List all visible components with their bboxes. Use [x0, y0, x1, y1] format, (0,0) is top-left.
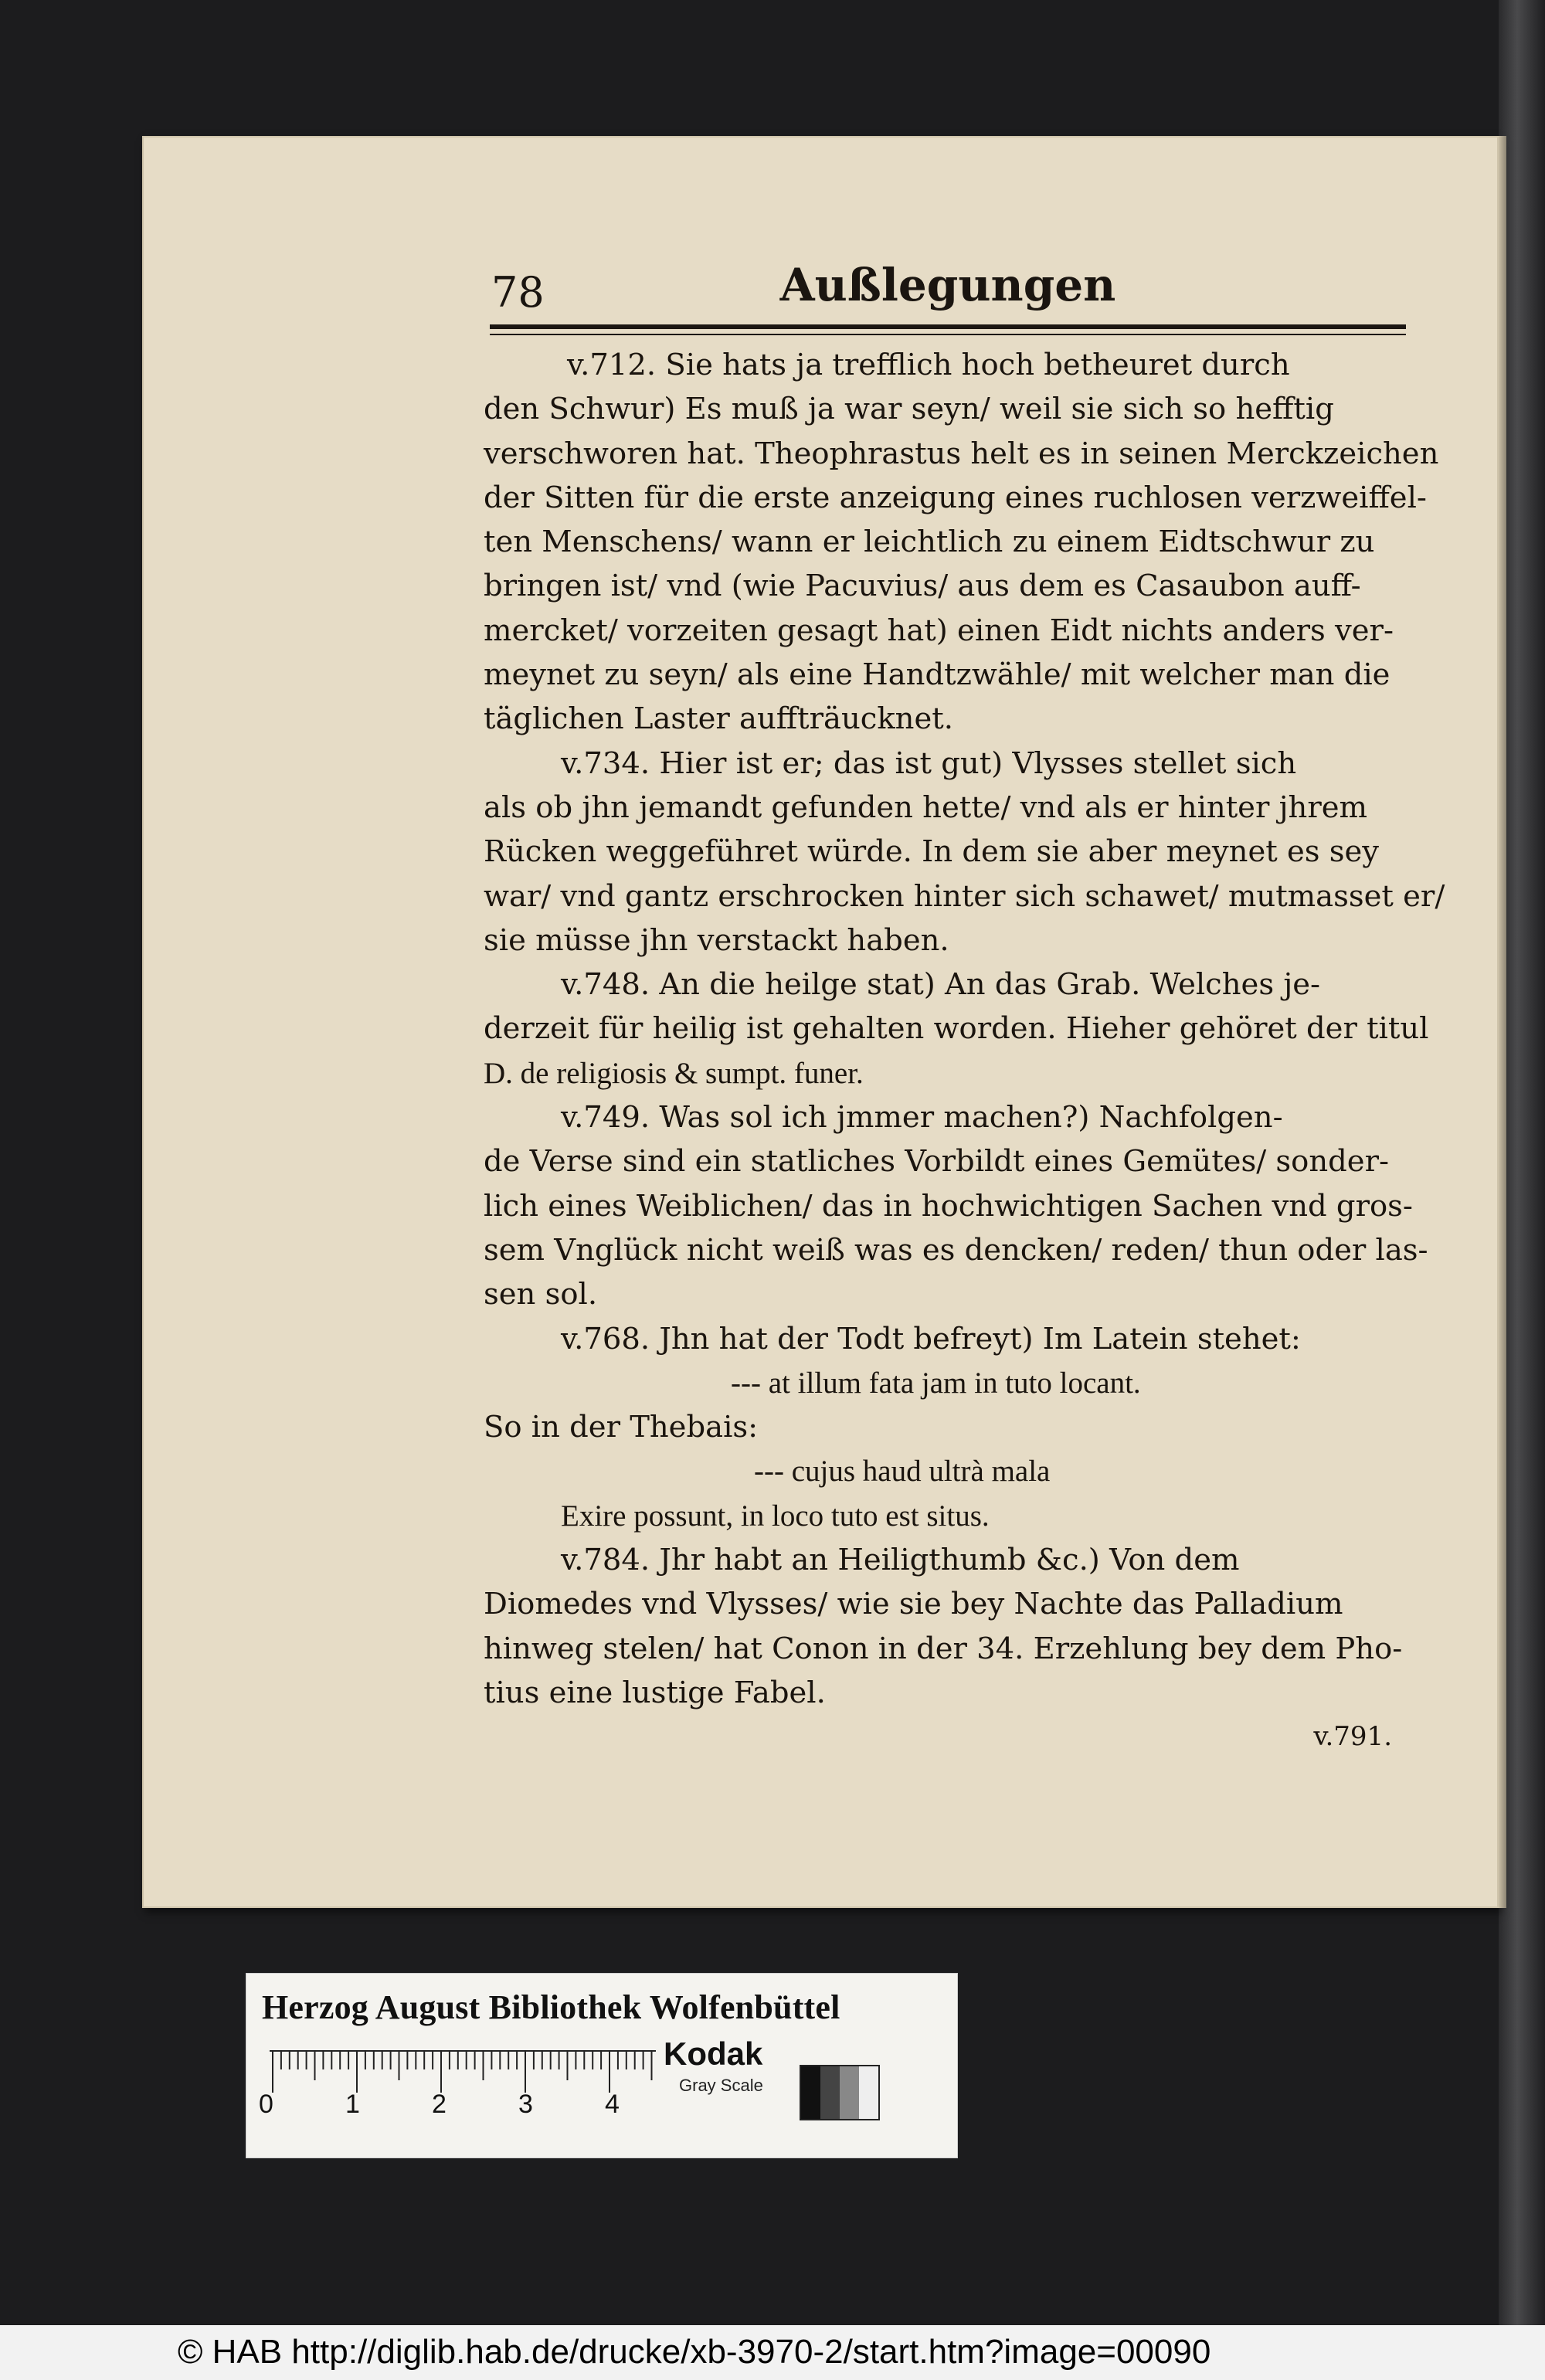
library-name: Herzog August Bibliothek Wolfenbüttel — [262, 1988, 840, 2026]
color-target-card — [246, 1973, 958, 2158]
text-line: täglichen Laster auffträucknet. — [484, 701, 953, 737]
gray-patch — [820, 2066, 840, 2119]
header-rule — [490, 324, 1406, 329]
verse-quote: --- cujus haud ultrà mala — [754, 1455, 1051, 1489]
page-number: 78 — [491, 268, 545, 317]
text-line: meynet zu seyn/ als eine Handtzwähle/ mit welcher man die — [484, 657, 1390, 693]
scale-number: 2 — [432, 2090, 447, 2119]
text-line: v.768. Jhn hat der Todt befreyt) Im Latein stehet: — [561, 1321, 1301, 1356]
text-line: v.749. Was sol ich jmmer machen?) Nachfolgen- — [561, 1100, 1283, 1136]
text-line: verschworen hat. Theophrastus helt es in seinen Merckzeichen — [484, 436, 1439, 471]
page-body — [484, 343, 1445, 1760]
text-line: der Sitten für die erste anzeigung eines ruchlosen verzweiffel- — [484, 480, 1427, 515]
running-head: Außlegungen — [779, 259, 1116, 311]
gray-scale-label: Gray Scale — [679, 2076, 763, 2095]
text-line: war/ vnd gantz erschrocken hinter sich schawet/ mutmasset er/ — [484, 878, 1445, 914]
text-line: sen sol. — [484, 1277, 598, 1312]
text-line: sie müsse jhn verstackt haben. — [484, 922, 949, 958]
kodak-logo: Kodak — [664, 2035, 763, 2072]
scale-numbers — [259, 2090, 660, 2128]
page-header — [490, 259, 1406, 333]
footer-bar — [0, 2325, 1545, 2380]
text-line: hinweg stelen/ hat Conon in der 34. Erzehlung bey dem Pho- — [484, 1631, 1403, 1666]
gray-patch — [840, 2066, 859, 2119]
text-line: v.712. Sie hats ja trefflich hoch betheuret durch — [567, 348, 1290, 382]
scale-number: 1 — [345, 2090, 360, 2119]
page-edge — [1499, 136, 1506, 1908]
text-line: bringen ist/ vnd (wie Pacuvius/ aus dem es Casaubon auff- — [484, 569, 1361, 604]
text-line: derzeit für heilig ist gehalten worden. Hieher gehöret der titul — [484, 1011, 1429, 1047]
text-line: den Schwur) Es muß ja war seyn/ weil sie sich so hefftig — [484, 392, 1334, 427]
gray-patch — [859, 2066, 878, 2119]
scale-number: 3 — [518, 2090, 533, 2119]
verse-quote: Exire possunt, in loco tuto est situs. — [561, 1499, 990, 1533]
copyright-link[interactable]: © HAB http://diglib.hab.de/drucke/xb-3970-2/start.htm?image=00090 — [178, 2333, 1211, 2371]
gray-scale-patches — [800, 2065, 880, 2120]
text-line: als ob jhn jemandt gefunden hette/ vnd als er hinter jhrem — [484, 789, 1368, 825]
text-line: Rücken weggeführet würde. In dem sie aber meynet es sey — [484, 834, 1380, 870]
text-line: lich eines Weiblichen/ das in hochwichtigen Sachen vnd gros- — [484, 1188, 1413, 1224]
gray-patch — [801, 2066, 820, 2119]
text-line: v.748. An die heilge stat) An das Grab. Welches je- — [561, 967, 1321, 1003]
scale-number: 4 — [605, 2090, 620, 2119]
text-line: D. de religiosis & sumpt. funer. — [484, 1056, 864, 1090]
text-line: v.784. Jhr habt an Heiligthumb &c.) Von dem — [561, 1543, 1240, 1578]
text-line: tius eine lustige Fabel. — [484, 1675, 826, 1710]
text-line: So in der Thebais: — [484, 1410, 759, 1445]
scale-ruler — [270, 2049, 656, 2094]
text-line: de Verse sind ein statliches Vorbildt eines Gemütes/ sonder- — [484, 1144, 1389, 1180]
verse-quote: --- at illum fata jam in tuto locant. — [731, 1366, 1141, 1400]
header-rule-thin — [490, 334, 1406, 335]
text-line: v.734. Hier ist er; das ist gut) Vlysses stellet sich — [561, 745, 1297, 781]
catchword: v.791. — [1313, 1721, 1392, 1753]
text-line: Diomedes vnd Vlysses/ wie sie bey Nachte das Palladium — [484, 1587, 1343, 1622]
text-line: mercket/ vorzeiten gesagt hat) einen Eidt nichts anders ver- — [484, 613, 1394, 648]
text-line: ten Menschens/ wann er leichtlich zu einem Eidtschwur zu — [484, 525, 1375, 560]
text-line: sem Vnglück nicht weiß was es dencken/ reden/ thun oder las- — [484, 1232, 1428, 1268]
scale-number: 0 — [259, 2090, 273, 2119]
